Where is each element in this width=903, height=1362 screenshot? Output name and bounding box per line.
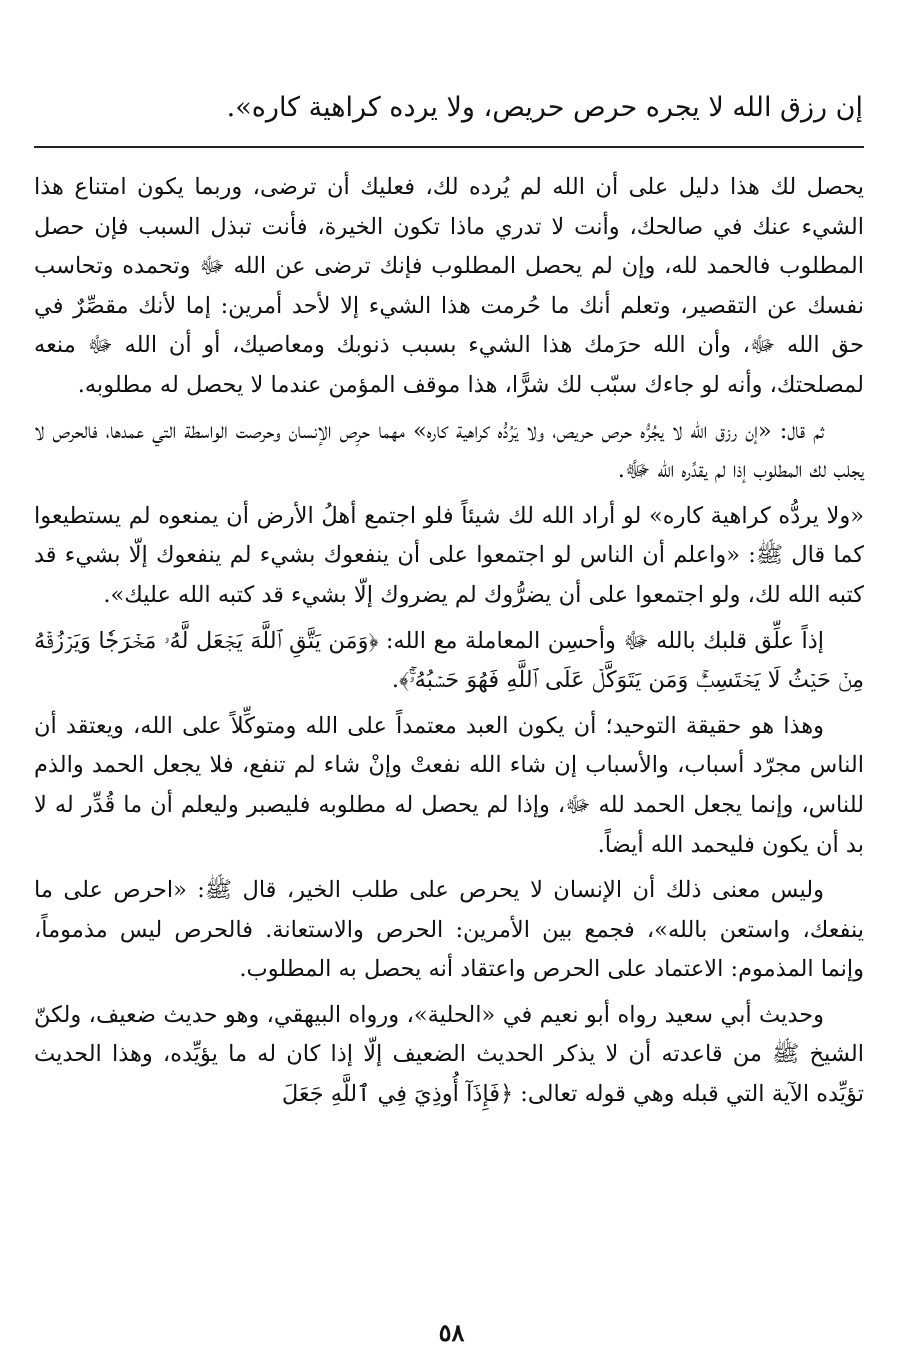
paragraph-3: «ولا يردُّه كراهية كاره» لو أراد الله لك شيئاً فلو اجتمع أهلُ الأرض أن يمنعوه لم يستطيعوا كما قال ﷺ: «واعلم أن الناس لو اجتمعوا على أن ينفعوك بشيء لم ينفعوك إلّا بشيء قد كتبه الله لك، ولو اجتمعوا على أن يضرُّوك لم يضروك إلّا بشيء قد كتبه الله عليك». (34, 502, 864, 608)
header-divider (34, 146, 864, 148)
running-header: إن رزق الله لا يجره حرص حريص، ولا يرده كراهية كاره». (226, 92, 863, 123)
paragraph-1: يحصل لك هذا دليل على أن الله لم يُرده لك، فعليك أن ترضى، وربما يكون امتناع هذا الشيء عنك في صالحك، وأنت لا تدري ماذا تكون الخيرة، فأنت تبذل السبب فإن حصل المطلوب فالحمد لله، وإن لم يحصل المطلوب فإنك ترضى عن الله ﷻ وتحمده وتحاسب نفسك عن التقصير، وتعلم أنك ما حُرمت هذا الشيء إلا لأحد أمرين: إما لأنك مقصِّرٌ في حق الله ﷻ، وأن الله حرَمك هذا الشيء بسبب ذنوبك ومعاصيك، أو أن الله ﷻ منعه لمصلحتك، وأنه لو جاءك سبّب لك شرًّا، هذا موقف المؤمن عندما لا يحصل له مطلوبه. (34, 174, 864, 398)
paragraph-5: وهذا هو حقيقة التوحيد؛ أن يكون العبد معتمداً على الله ومتوكِّلاً على الله، ويعتقد أن الناس مجرّد أسباب، والأسباب إن شاء الله نفعتْ وإنْ شاء لم تنفع، فلا يجعل الحمد والذم للناس، وإنما يجعل الحمد لله ﷻ، وإذا لم يحصل له مطلوبه فليصبر وليعلم أن ما قُدِّر له لا بد أن يكون فليحمد الله أيضاً. (34, 712, 864, 858)
paragraph-2: ثم قال: «إن رزق الله لا يجُرُّه حرص حريص، ولا يَرُدُّه كراهية كاره» مهما حرِص الإنسان وحرصت الواسطة التي عمدها، فالحرص لا يجلب لك المطلوب إذا لم يقدِّره الله ﷻ. (34, 417, 864, 484)
paragraph-6: وليس معنى ذلك أن الإنسان لا يحرص على طلب الخير، قال ﷺ: «احرص على ما ينفعك، واستعن بالله»، فجمع بين الأمرين: الحرص والاستعانة. فالحرص ليس مذموماً، وإنما المذموم: الاعتماد على الحرص واعتقاد أنه يحصل به المطلوب. (34, 877, 864, 983)
page-number: ٥٨ (438, 1318, 465, 1347)
body-text (34, 168, 864, 1121)
paragraph-7: وحديث أبي سعيد رواه أبو نعيم في «الحلية»، ورواه البيهقي، وهو حديث ضعيف، ولكنّ الشيخ ﷺ من قاعدته أن لا يذكر الحديث الضعيف إلّا إذا كان له ما يؤيِّده، وهذا الحديث تؤيِّده الآية التي قبله وهي قوله تعالى: ﴿فَإِذَآ أُوذِيَ فِي ٱللَّهِ جَعَلَ (34, 1001, 864, 1108)
paragraph-4: إذاً علِّق قلبك بالله ﷻ وأحسِن المعاملة مع الله: ﴿وَمَن يَتَّقِ ٱللَّهَ يَجۡعَل لَّهُۥ مَخۡرَجٗا وَيَرۡزُقۡهُ مِنۡ حَيۡثُ لَا يَحۡتَسِبُۚ وَمَن يَتَوَكَّلۡ عَلَى ٱللَّهِ فَهُوَ حَسۡبُهُۥٓۚ﴾. (34, 627, 864, 694)
